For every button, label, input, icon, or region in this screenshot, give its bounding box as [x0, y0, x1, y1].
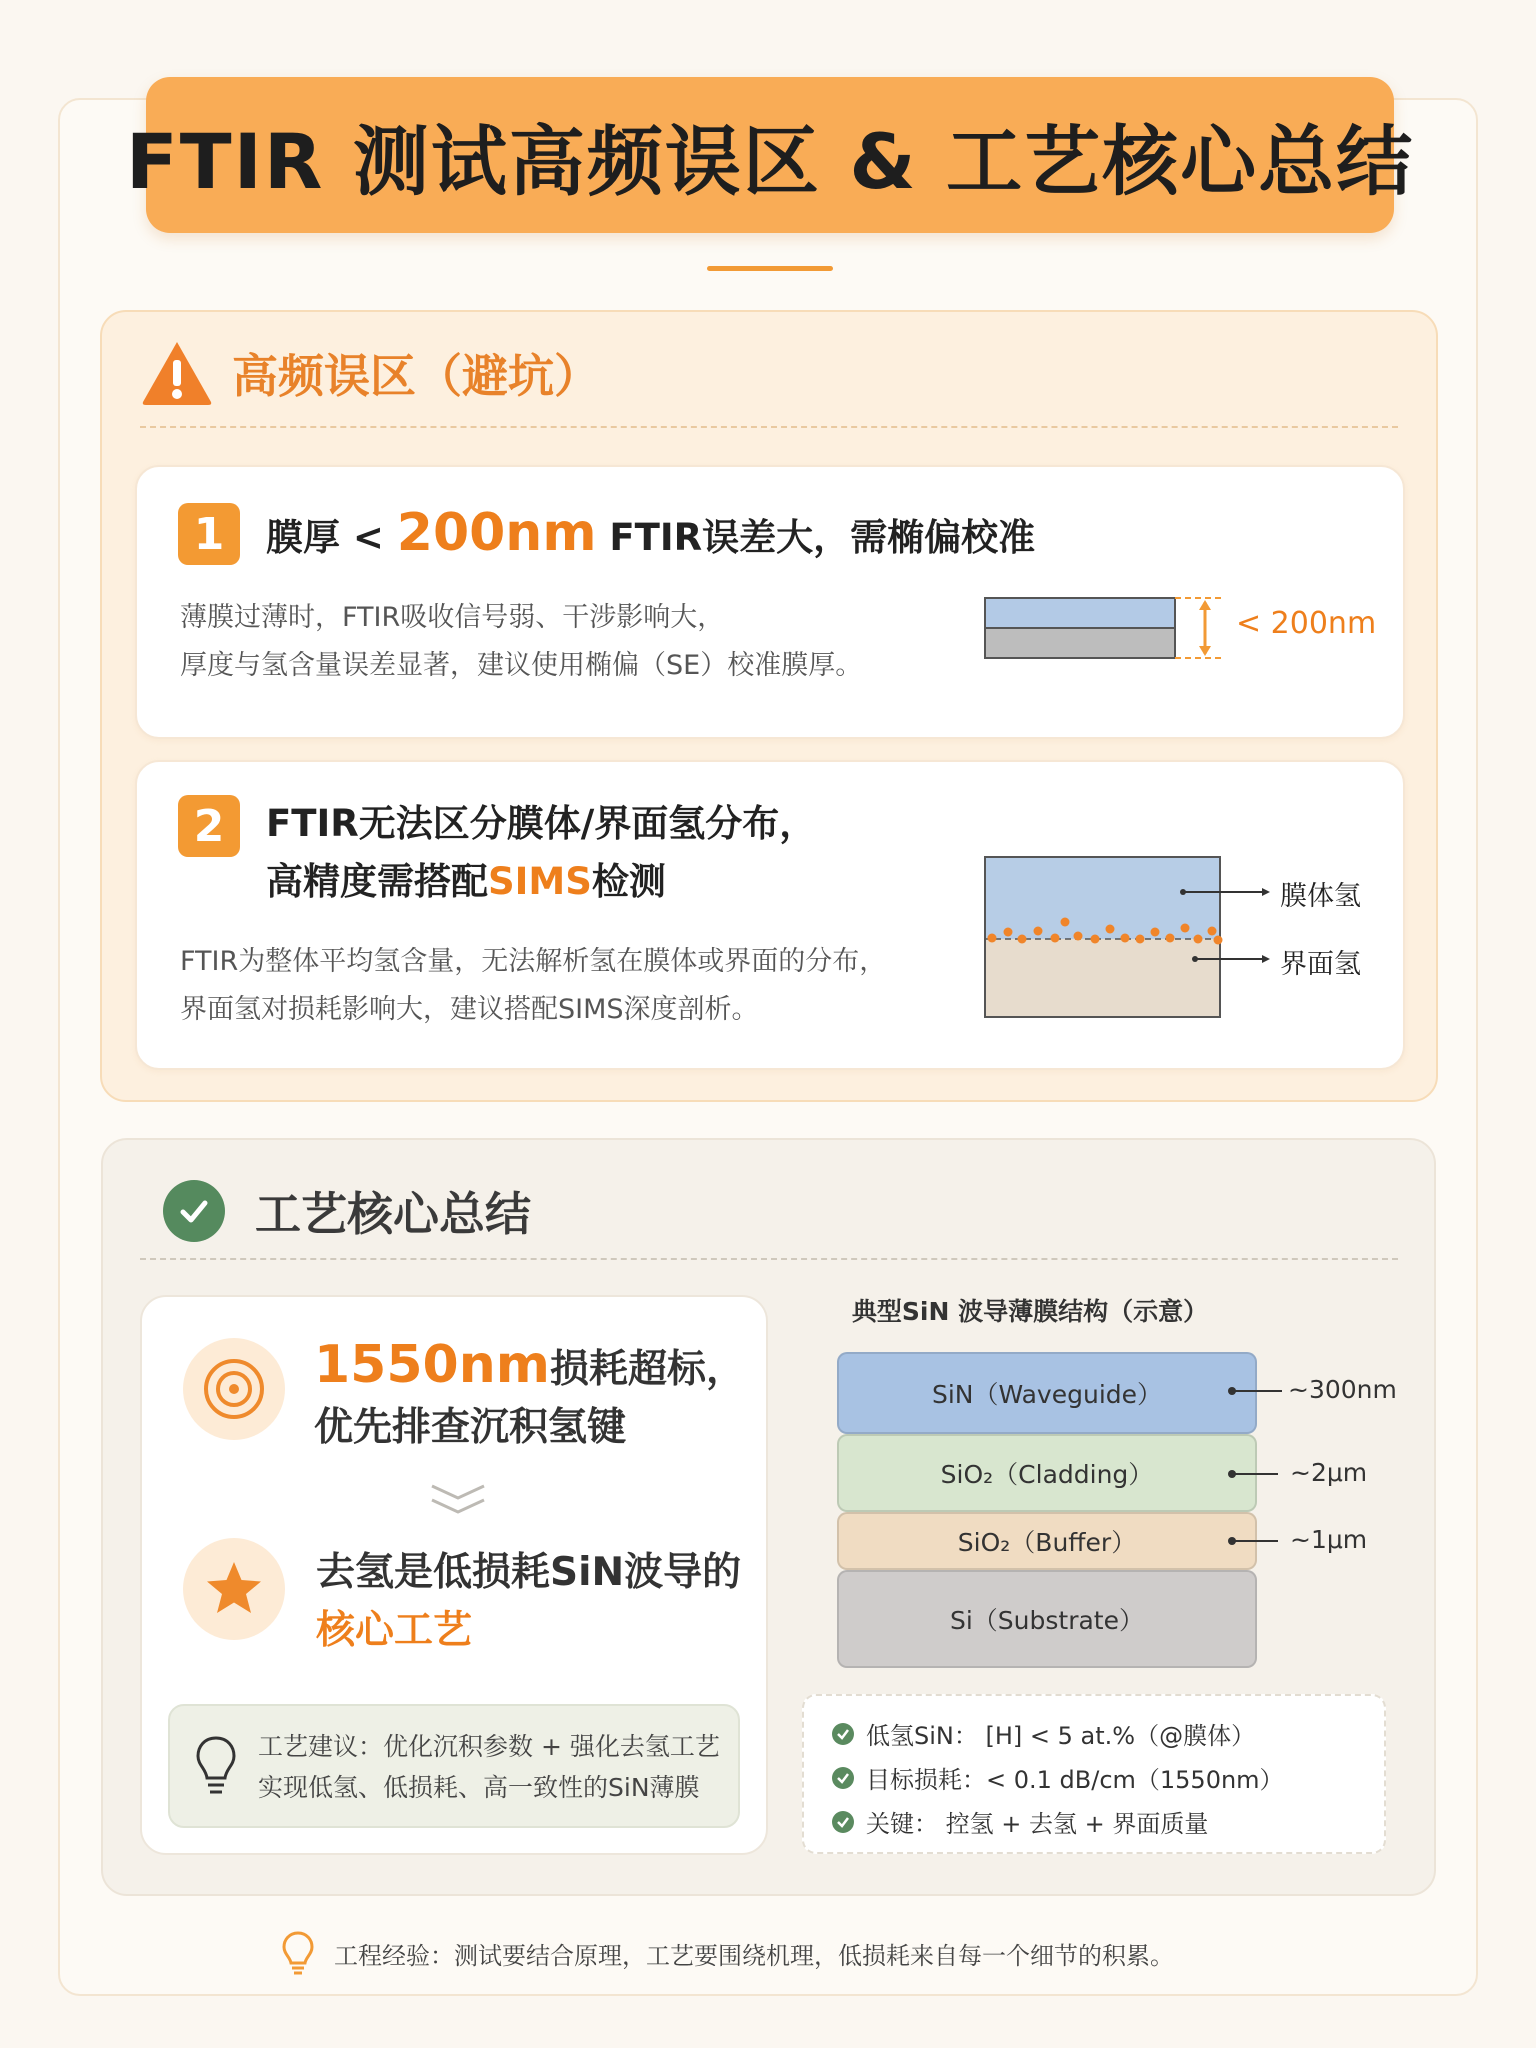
spec-row-3: 关键： 控氢 + 去氢 + 界面质量 [832, 1804, 1208, 1839]
spec-row-2: 目标损耗：< 0.1 dB/cm（1550nm） [832, 1760, 1284, 1795]
diagram-title: 典型SiN 波导薄膜结构（示意） [851, 1297, 1209, 1326]
summary-divider [140, 1258, 1398, 1260]
layer-sio2-buffer: SiO₂（Buffer） [837, 1512, 1257, 1570]
spec-row-1: 低氢SiN： [H] < 5 at.%（@膜体） [832, 1716, 1255, 1751]
footer [280, 1930, 1174, 1976]
layer-2-thickness: ~2μm [1290, 1458, 1368, 1487]
page-title: FTIR 测试高频误区 & 工艺核心总结 [125, 116, 1415, 206]
pitfalls-heading: 高频误区（避坑） [232, 349, 600, 403]
star-icon [183, 1538, 285, 1640]
pitfalls-header [140, 338, 600, 408]
pitfall-2-description: FTIR为整体平均氢含量，无法解析氢在膜体或界面的分布， 界面氢对损耗影响大，建议搭配SIMS深度剖析。 [180, 946, 887, 1025]
layer-1-leader [1232, 1390, 1282, 1392]
check-icon [832, 1723, 854, 1745]
check-icon [832, 1767, 854, 1789]
layer-sin-waveguide: SiN（Waveguide） [837, 1352, 1257, 1434]
layer-si-substrate: Si（Substrate） [837, 1570, 1257, 1668]
target-icon [183, 1338, 285, 1440]
layer-3-thickness: ~1μm [1290, 1525, 1368, 1554]
lightbulb-icon [194, 1734, 238, 1798]
interface-hydrogen-label: 界面氢 [1280, 949, 1361, 980]
summary-point-1: 1550nm损耗超标， 优先排查沉积氢键 [314, 1335, 745, 1450]
pitfall-2-title: FTIR无法区分膜体/界面氢分布， 高精度需搭配SIMS检测 [266, 802, 817, 903]
thickness-label: < 200nm [1236, 606, 1377, 641]
pitfall-1-number: 1 [178, 503, 240, 565]
chevron-down-icon [428, 1480, 488, 1520]
layer-sio2-cladding: SiO₂（Cladding） [837, 1434, 1257, 1512]
hydrogen-distribution-figure [980, 852, 1280, 1022]
process-tip-box [168, 1704, 740, 1828]
summary-header [163, 1178, 531, 1244]
pitfall-2-number: 2 [178, 795, 240, 857]
layer-2-leader [1232, 1473, 1278, 1475]
summary-point-2: 去氢是低损耗SiN波导的 核心工艺 [316, 1550, 742, 1653]
check-icon [832, 1811, 854, 1833]
lightbulb-icon [280, 1930, 316, 1976]
title-underline [707, 266, 833, 271]
title-banner [125, 77, 1415, 233]
layer-1-thickness: ~300nm [1288, 1375, 1397, 1404]
footer-text: 工程经验：测试要结合原理，工艺要围绕机理，低损耗来自每一个细节的积累。 [334, 1941, 1174, 1970]
pitfall-1-title: 膜厚 < 200nm FTIR误差大，需椭偏校准 [266, 503, 1036, 563]
pitfalls-divider [140, 426, 1398, 428]
bulk-hydrogen-label: 膜体氢 [1280, 881, 1361, 912]
spec-box [802, 1694, 1386, 1854]
summary-heading: 工艺核心总结 [255, 1187, 531, 1241]
warning-icon [140, 338, 214, 408]
layer-3-leader [1232, 1540, 1278, 1542]
pitfall-1-description: 薄膜过薄时，FTIR吸收信号弱、干涉影响大， 厚度与氢含量误差显著，建议使用椭偏（SE）校准膜厚。 [180, 602, 863, 681]
check-circle-icon [163, 1180, 225, 1242]
process-tip-text: 工艺建议：优化沉积参数 + 强化去氢工艺 实现低氢、低损耗、高一致性的SiN薄膜 [258, 1732, 720, 1802]
